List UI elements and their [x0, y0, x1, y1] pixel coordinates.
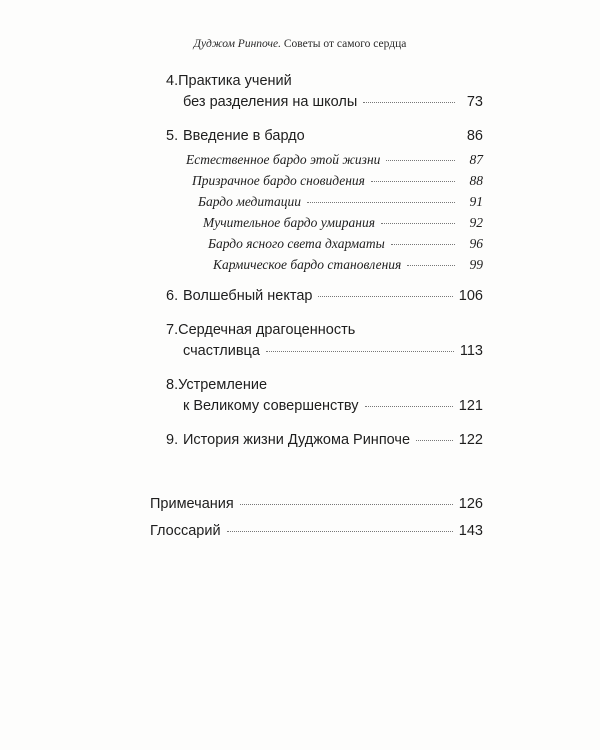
toc-entry-title: счастливца	[183, 343, 260, 359]
toc-entry-ch7[interactable]	[183, 343, 483, 359]
toc-subentry[interactable]	[192, 173, 483, 189]
toc-subentry-title: Бардо медитации	[198, 194, 302, 209]
leader-dots	[386, 160, 455, 161]
toc-page-number: 99	[469, 257, 483, 272]
toc-entry-ch5[interactable]	[166, 128, 483, 144]
toc-page-number: 86	[466, 128, 483, 144]
toc-subentry[interactable]	[198, 194, 483, 210]
toc-entry-number: 8.	[166, 377, 179, 393]
toc-entry-number: 4.	[166, 73, 179, 89]
toc-subentry-title: Естественное бардо этой жизни	[186, 152, 381, 167]
toc-entry-title: Глоссарий	[150, 523, 221, 539]
toc-entry-title: История жизни Дуджома Ринпоче	[183, 432, 411, 448]
toc-entry-title: Сердечная драгоценность	[178, 322, 356, 338]
toc-entry-number: 6.	[166, 288, 179, 304]
toc-subentry[interactable]	[203, 215, 483, 231]
toc-subentry-title: Призрачное бардо сновидения	[192, 173, 365, 188]
toc-page-number: 87	[469, 152, 483, 167]
toc-entry-title: Практика учений	[178, 73, 292, 89]
toc-entry-glossary[interactable]	[150, 523, 483, 539]
toc-page-number: 121	[458, 398, 483, 414]
toc-entry-title: к Великому совершенству	[183, 398, 359, 414]
toc-entry-title: Введение в бардо	[183, 128, 305, 144]
toc-page-number: 143	[458, 523, 483, 539]
toc-entry-title: Устремление	[178, 377, 268, 393]
toc-page-number: 88	[469, 173, 483, 188]
leader-dots	[266, 351, 454, 352]
toc-entry-title: без разделения на школы	[183, 94, 358, 110]
toc-page-number: 113	[459, 343, 483, 359]
toc-page-number: 91	[469, 194, 483, 209]
toc-subentry[interactable]	[186, 152, 483, 168]
toc-entry-title: Волшебный нектар	[183, 288, 313, 304]
toc-entry-ch6[interactable]	[166, 288, 483, 304]
leader-dots	[318, 296, 452, 297]
toc-entry-title: Примечания	[150, 496, 234, 512]
toc-subentry[interactable]	[208, 236, 483, 252]
toc-page-number: 106	[458, 288, 483, 304]
leader-dots	[240, 504, 453, 505]
toc-subentry-title: Мучительное бардо умирания	[203, 215, 375, 230]
running-head-title: Советы от самого сердца	[283, 38, 407, 50]
toc-entry-ch9[interactable]	[166, 432, 483, 448]
leader-dots	[365, 406, 453, 407]
toc-page-number: 126	[458, 496, 483, 512]
running-head-author: Дуджом Ринпоче.	[193, 38, 281, 50]
leader-dots	[307, 202, 455, 203]
toc-page-number: 96	[469, 236, 483, 251]
leader-dots	[416, 440, 453, 441]
leader-dots	[371, 181, 455, 182]
toc-entry-ch8-line1[interactable]	[166, 377, 267, 393]
toc-entry-number: 9.	[166, 432, 179, 448]
leader-dots	[407, 265, 455, 266]
toc-entry-notes[interactable]	[150, 496, 483, 512]
toc-page-number: 73	[466, 94, 483, 110]
leader-dots	[227, 531, 453, 532]
toc-entry-number: 5.	[166, 128, 179, 144]
toc-entry-ch4-line1[interactable]	[166, 73, 292, 89]
toc-subentry[interactable]	[213, 257, 483, 273]
toc-entry-ch8[interactable]	[183, 398, 483, 414]
toc-subentry-title: Кармическое бардо становления	[213, 257, 402, 272]
leader-dots	[381, 223, 455, 224]
running-head	[0, 38, 600, 50]
leader-dots	[391, 244, 455, 245]
toc-subentry-title: Бардо ясного света дхарматы	[208, 236, 385, 251]
toc-entry-number: 7.	[166, 322, 179, 338]
toc-entry-ch7-line1[interactable]	[166, 322, 355, 338]
toc-entry-ch4[interactable]	[183, 94, 483, 110]
toc-page-number: 92	[469, 215, 483, 230]
toc-page-number: 122	[458, 432, 483, 448]
leader-dots	[363, 102, 455, 103]
